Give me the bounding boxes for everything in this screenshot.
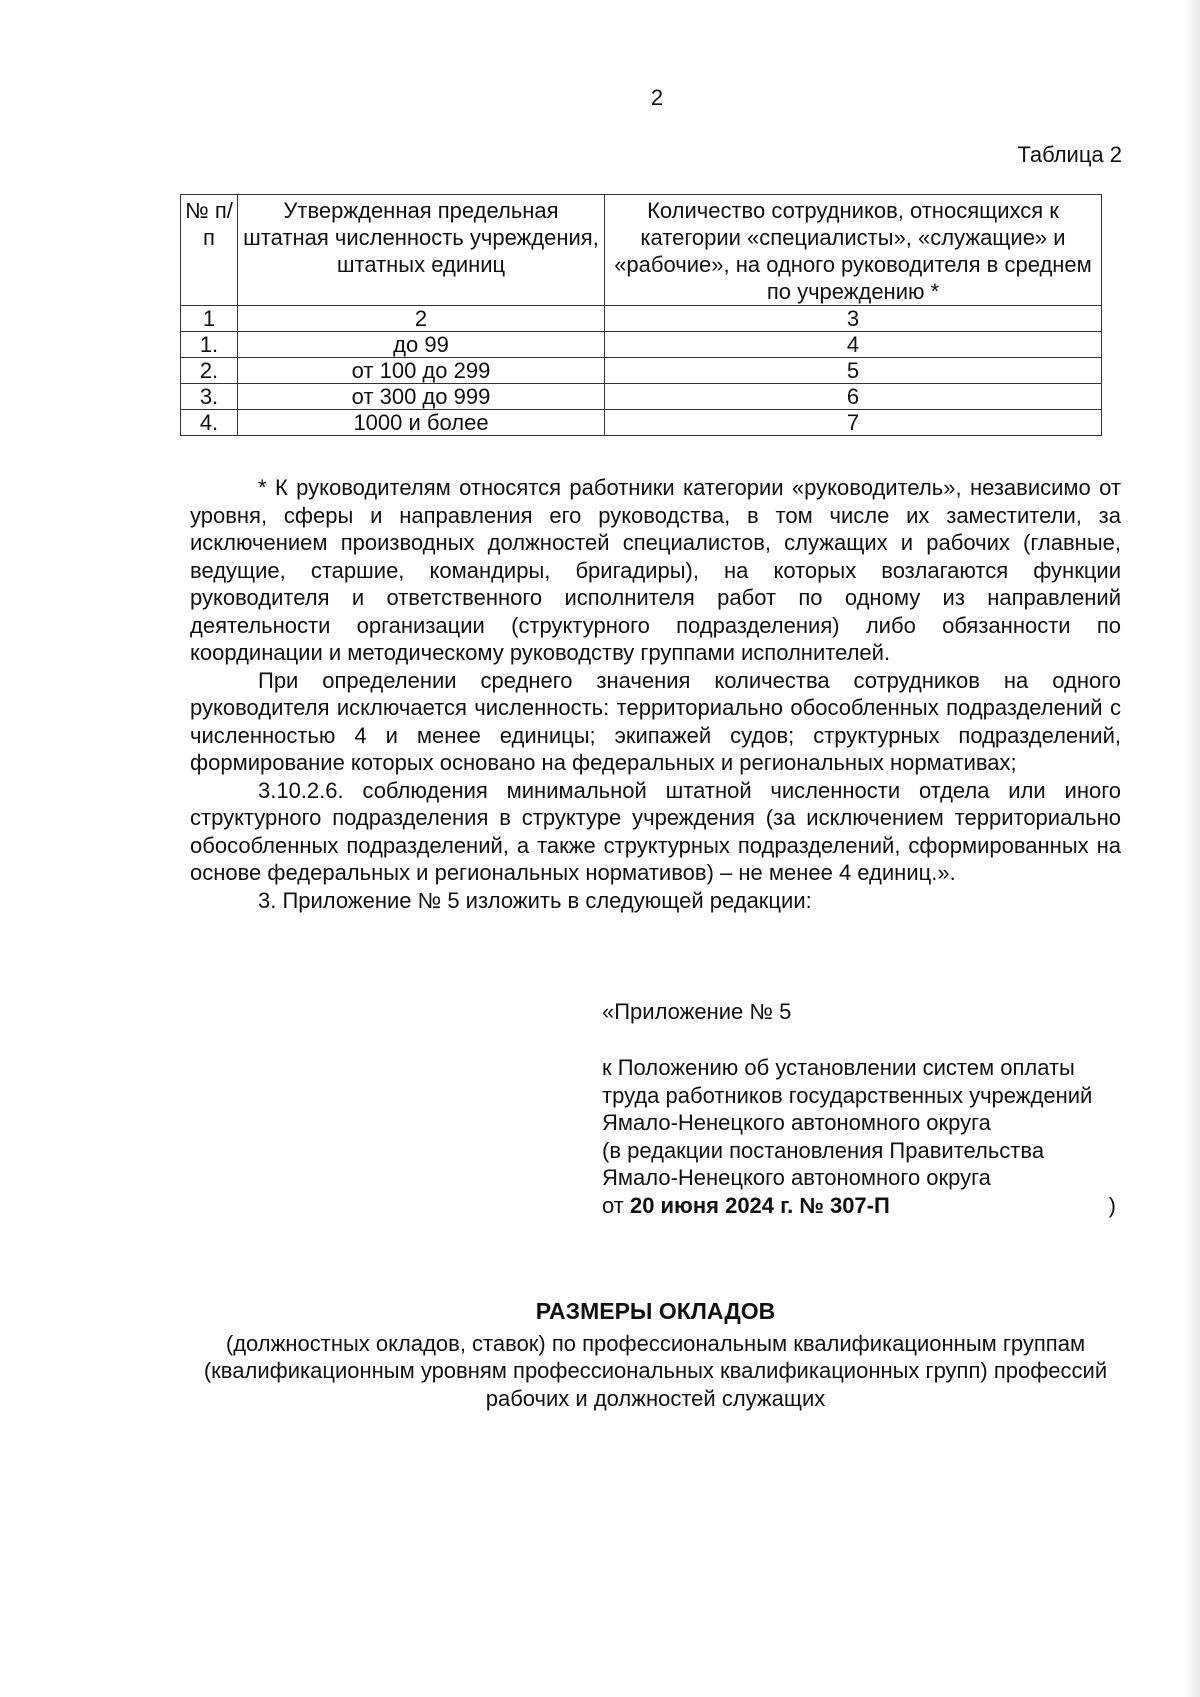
table-cell: от 300 до 999 <box>238 384 605 410</box>
clause-3-10-2-6-paragraph: 3.10.2.6. соблюдения минимальной штатной численности отдела или иного структурного подразделения в структуре учреждения (за исключением территориально обособленных подразделений, а также структурных подразделений, сформированных на основе федеральных и региональных нормативов) – не менее 4 единиц.». <box>190 777 1121 885</box>
table-row <box>181 358 1102 384</box>
table-cell: 4 <box>605 332 1102 358</box>
section-heading <box>190 1298 1121 1412</box>
resolution-date-number: 20 июня 2024 г. № 307-П <box>629 1192 890 1218</box>
table-cell: до 99 <box>238 332 605 358</box>
page-edge-shadow <box>1184 0 1200 1697</box>
page-number: 2 <box>650 85 664 110</box>
header-cell-staff-limit: Утвержденная предельная штатная численность учреждения, штатных единиц <box>238 195 605 306</box>
table-cell: 1. <box>181 332 238 358</box>
table-cell: 1 <box>181 306 238 332</box>
table-cell: 2 <box>238 306 605 332</box>
date-prefix: от <box>602 1192 624 1218</box>
table-cell: 4. <box>181 410 238 436</box>
average-calculation-paragraph: При определении среднего значения количества сотрудников на одного руководителя исключается численность: территориально обособленных подразделений с численностью 4 и менее единицы; экипажей судов; структурных подразделений, формирование которых основано на федеральных и региональных нормативах; <box>190 667 1121 775</box>
heading-title: РАЗМЕРЫ ОКЛАДОВ <box>535 1298 776 1324</box>
table-header-row <box>181 195 1102 306</box>
table-row <box>181 332 1102 358</box>
table-cell: 3. <box>181 384 238 410</box>
appendix-reference-block <box>602 1054 1122 1219</box>
table-cell: 3 <box>605 306 1102 332</box>
appendix-title: «Приложение № 5 <box>602 999 792 1024</box>
heading-subtitle: (должностных окладов, ставок) по профессиональным квалификационным группам (квалификационным уровням профессиональных квалификационных групп) профессий рабочих и должностей служащих <box>203 1330 1108 1411</box>
table-caption: Таблица 2 <box>1017 142 1122 167</box>
closing-parenthesis: ) <box>1108 1192 1116 1218</box>
table-column-numbers-row <box>181 306 1102 332</box>
table-cell: 7 <box>605 410 1102 436</box>
table-row <box>181 384 1102 410</box>
table-cell: 1000 и более <box>238 410 605 436</box>
appendix-amendment-paragraph: 3. Приложение № 5 изложить в следующей редакции: <box>258 887 812 913</box>
appendix-regulation-reference: к Положению об установлении систем оплаты труда работников государственных учреждений Ямало-Ненецкого автономного округа <box>602 1055 1093 1135</box>
header-cell-employees-per-manager: Количество сотрудников, относящихся к категории «специалисты», «служащие» и «рабочие», на одного руководителя в среднем по учреждению * <box>605 195 1102 306</box>
footnote-paragraph: * К руководителям относятся работники категории «руководитель», независимо от уровня, сферы и направления его руководства, в том числе их заместители, за исключением производных должностей специалистов, служащих и рабочих (главные, ведущие, старшие, командиры, бригадиры), на которых возлагаются функции руководителя и ответственного исполнителя работ по одному из направлений деятельности организации (структурного подразделения) либо обязанности по координации и методическому руководству группами исполнителей. <box>190 475 1121 665</box>
appendix-edition-note: (в редакции постановления Правительства Ямало-Ненецкого автономного округа <box>602 1137 1045 1190</box>
header-cell-number: № п/п <box>181 195 238 306</box>
table-cell: 6 <box>605 384 1102 410</box>
appendix-date-line <box>602 1192 1122 1220</box>
body-text <box>190 474 1121 914</box>
table-cell: 5 <box>605 358 1102 384</box>
table-cell: от 100 до 299 <box>238 358 605 384</box>
table-cell: 2. <box>181 358 238 384</box>
table-row <box>181 410 1102 436</box>
staffing-ratio-table <box>180 194 1102 436</box>
